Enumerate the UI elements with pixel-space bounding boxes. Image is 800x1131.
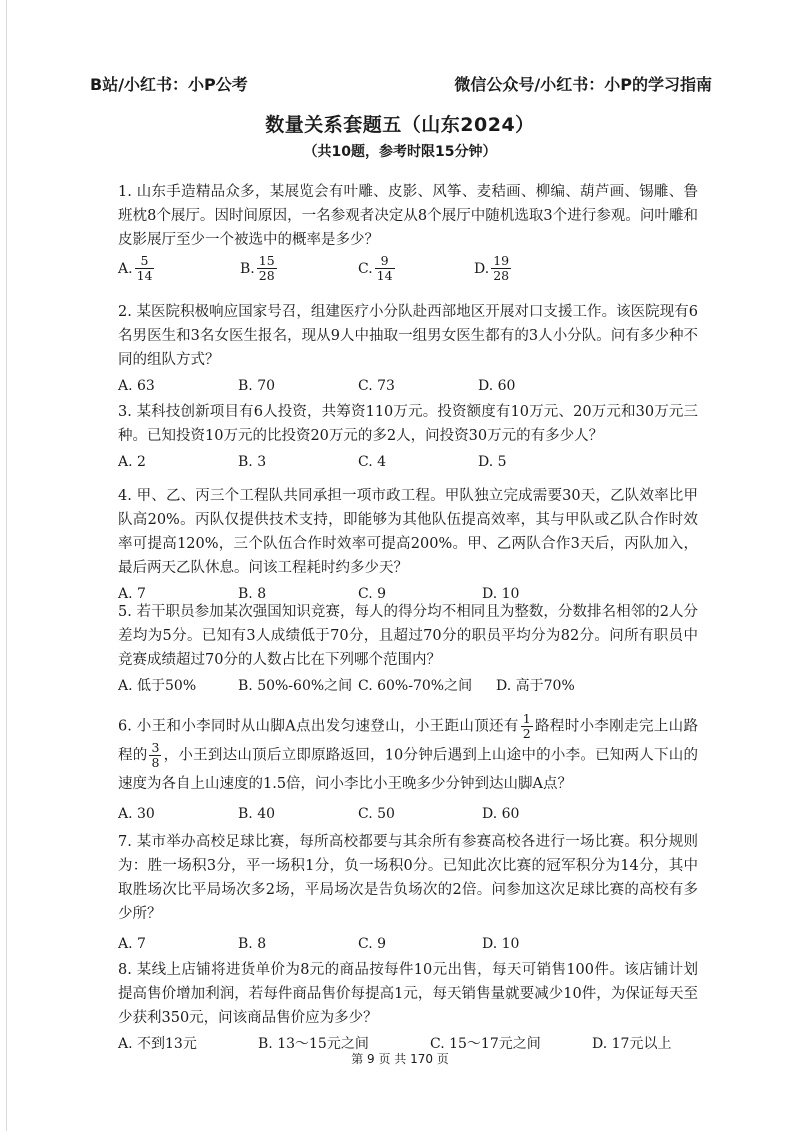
q6-option-b: B. 40 — [238, 806, 276, 822]
q8-option-a: A. 不到13元 — [118, 1036, 197, 1052]
q8-option-d: D. 17元以上 — [592, 1036, 672, 1052]
q2-option-b: B. 70 — [238, 378, 276, 394]
q1-option-d: D. $\frac{19}{28}$ — [474, 253, 510, 283]
fraction: $\frac{9}{14}$ — [376, 253, 393, 283]
q6-option-c: C. 50 — [358, 806, 395, 822]
q7-option-b: B. 8 — [238, 936, 267, 952]
q4-option-c: C. 9 — [358, 586, 387, 602]
q4-option-a: A. 7 — [118, 586, 146, 602]
q4-option-d: D. 10 — [482, 586, 520, 602]
question-8-stem: 8. 某线上店铺将进货单价为8元的商品按每件10元出售，每天可销售100件。该店铺计划提高售价增加利润，若每件商品售价每提高1元，每天销售量就要减少10件，为保证每天至少获利350元，问该商品售价应为多少？ — [118, 962, 698, 1026]
fraction-one-half: $\frac{1}{2}$ — [522, 711, 531, 741]
question-6 — [118, 712, 698, 824]
q3-option-d: D. 5 — [478, 454, 507, 470]
q5-option-d: D. 高于70% — [496, 678, 575, 694]
page-title: 数量关系套题五（山东2024） — [265, 114, 535, 136]
q3-option-c: C. 4 — [358, 454, 387, 470]
q1-option-a: A. $\frac{5}{14}$ — [118, 253, 153, 283]
question-3-options — [118, 450, 698, 474]
question-6-stem: 6. 小王和小李同时从山脚A点出发匀速登山，小王距山顶还有 $\frac{1}{2}$ 路程时小李刚走完上山路程的 $\frac{3}{8}$ ，小王到达山顶后立即原路返回，10分钟后遇到上山途中的小李。已知两人下山的速度为各自上山速度的1.5倍，问小李比小王晚多少分钟到达山脚A点？ — [118, 711, 699, 792]
q4-option-b: B. 8 — [238, 586, 267, 602]
scan-edge — [6, 0, 7, 1131]
q3-option-b: B. 3 — [238, 454, 267, 470]
question-2-stem: 2. 某医院积极响应国家号召，组建医疗小分队赴西部地区开展对口支援工作。该医院现有6名男医生和3名女医生报名，现从9人中抽取一组男女医生都有的3人小分队。问有多少种不同的组队方式？ — [118, 304, 698, 368]
fraction-three-eighths: $\frac{3}{8}$ — [151, 740, 160, 770]
fraction: $\frac{15}{28}$ — [258, 253, 275, 283]
fraction: $\frac{19}{28}$ — [493, 253, 510, 283]
question-5-stem: 5. 若干职员参加某次强国知识竞赛，每人的得分均不相同且为整数，分数排名相邻的2人分差均为5分。已知有3人成绩低于70分，且超过70分的职员平均分为82分。问所有职员中竞赛成绩超过70分的人数占比在下列哪个范围内？ — [118, 604, 698, 668]
question-4-stem: 4. 甲、乙、丙三个工程队共同承担一项市政工程。甲队独立完成需要30天，乙队效率比甲队高20%。丙队仅提供技术支持，即能够为其他队伍提高效率，其与甲队或乙队合作时效率可提高120%，三个队伍合作时效率可提高200%。甲、乙两队合作3天后，丙队加入，最后两天乙队休息。问该工程耗时约多少天？ — [118, 488, 698, 576]
q2-option-a: A. 63 — [118, 378, 155, 394]
question-1-stem: 1. 山东手造精品众多，某展览会有叶雕、皮影、风筝、麦秸画、柳编、葫芦画、锡雕、鲁班枕8个展厅。因时间原因，一名参观者决定从8个展厅中随机选取3个进行参观。问叶雕和皮影展厅至少一个被选中的概率是多少？ — [118, 184, 698, 248]
question-8 — [118, 958, 698, 1056]
question-1-options — [118, 254, 698, 284]
q5-option-b: B. 50%-60%之间 — [238, 678, 353, 694]
q1-option-c: C. $\frac{9}{14}$ — [358, 253, 393, 283]
header-right: 微信公众号/小红书：小P的学习指南 — [454, 75, 712, 94]
q8-option-c: C. 15～17元之间 — [430, 1036, 541, 1052]
question-6-options — [118, 800, 698, 824]
question-7-options — [118, 932, 698, 956]
fraction: $\frac{5}{14}$ — [136, 253, 153, 283]
question-1 — [118, 180, 698, 284]
q7-option-d: D. 10 — [482, 936, 520, 952]
question-7 — [118, 830, 698, 956]
q6-option-d: D. 60 — [482, 806, 520, 822]
q7-option-c: C. 9 — [358, 936, 387, 952]
page-number: 第 9 页 共 170 页 — [351, 1052, 449, 1066]
question-4 — [118, 484, 698, 606]
q8-option-b: B. 13～15元之间 — [258, 1036, 369, 1052]
q2-option-c: C. 73 — [358, 378, 395, 394]
question-2 — [118, 300, 698, 398]
page-subtitle: （共10题，参考时限15分钟） — [303, 144, 497, 160]
question-5 — [118, 600, 698, 698]
q5-option-c: C. 60%-70%之间 — [358, 678, 473, 694]
question-3-stem: 3. 某科技创新项目有6人投资，共筹资110万元。投资额度有10万元、20万元和30万元三种。已知投资10万元的比投资20万元的多2人，问投资30万元的有多少人？ — [118, 404, 698, 444]
q5-option-a: A. 低于50% — [118, 678, 197, 694]
question-3 — [118, 400, 698, 474]
q7-option-a: A. 7 — [118, 936, 146, 952]
q2-option-d: D. 60 — [478, 378, 516, 394]
q6-option-a: A. 30 — [118, 806, 155, 822]
question-2-options — [118, 374, 698, 398]
q1-option-b: B. $\frac{15}{28}$ — [240, 253, 275, 283]
question-5-options — [118, 674, 698, 698]
header-left: B站/小红书：小P公考 — [90, 75, 248, 94]
question-7-stem: 7. 某市举办高校足球比赛，每所高校都要与其余所有参赛高校各进行一场比赛。积分规则为：胜一场积3分，平一场积1分，负一场积0分。已知此次比赛的冠军积分为14分，其中取胜场次比平局场次多2场，平局场次是告负场次的2倍。问参加这次足球比赛的高校有多少所？ — [118, 834, 698, 922]
q3-option-a: A. 2 — [118, 454, 146, 470]
